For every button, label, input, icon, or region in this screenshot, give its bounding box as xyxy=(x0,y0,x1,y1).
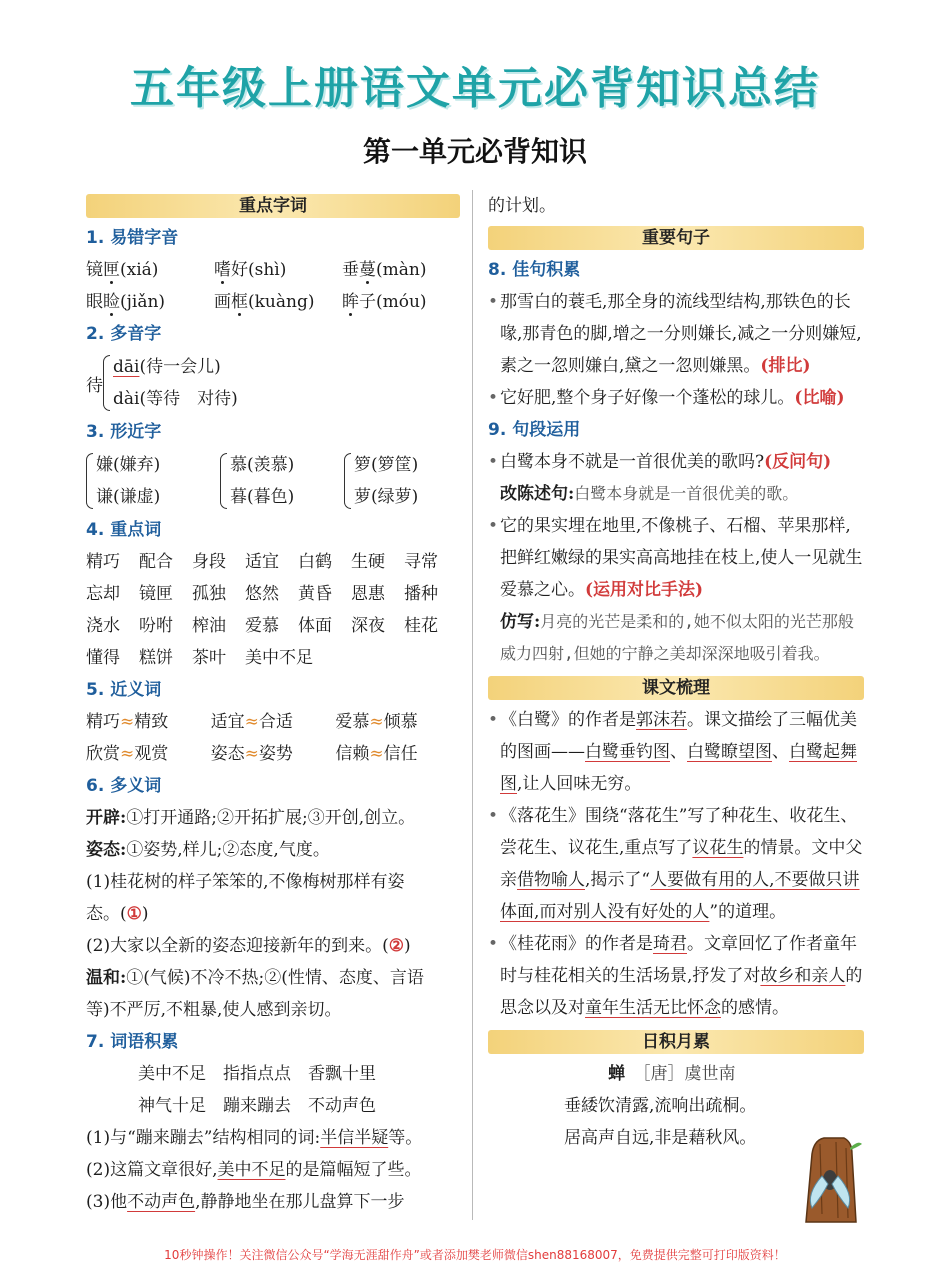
similar-chars-block xyxy=(86,448,460,514)
banner-daily-accumulation: 日积月累 xyxy=(488,1030,864,1054)
polyphone-reading: dài(等待 对待) xyxy=(113,389,238,409)
banner-text-summary: 课文梳理 xyxy=(488,676,864,700)
pron-item: 画框(kuàng) xyxy=(214,286,342,318)
synonym-row: 欣赏≈观赏 姿态≈姿势 信赖≈信任 xyxy=(86,744,418,764)
brace xyxy=(103,355,110,411)
phrase-question: (2)这篇文章很好,美中不足的是篇幅短了些。 xyxy=(86,1160,422,1180)
similar-group: 嫌(嫌弃) 谦(谦虚) xyxy=(86,448,220,514)
polysemy-kaipi: 开辟:①打开通路;②开拓扩展;③开创,创立。 xyxy=(86,808,416,828)
right-column xyxy=(488,190,864,1154)
continuation-text: 的计划。 xyxy=(488,196,556,216)
similar-group: 箩(箩筐) 萝(绿萝) xyxy=(344,448,418,514)
text-summary-item: • 《白鹭》的作者是郭沫若。课文描绘了三幅优美的图画——白鹭垂钓图、白鹭瞭望图、白鹭起舞图,让人回味无穷。 xyxy=(488,704,864,800)
sentence-imitation: 仿写:月亮的光芒是柔和的,她不似太阳的光芒那般威力四射,但她的宁静之美却深深地吸引着我。 xyxy=(500,612,854,663)
left-column xyxy=(86,190,460,1218)
banner-important-sentences: 重要句子 xyxy=(488,226,864,250)
section-heading-phrase-accumulation: 7. 词语积累 xyxy=(86,1032,179,1052)
pronunciation-row xyxy=(86,254,460,286)
key-words-row: 懂得 糕饼 茶叶 美中不足 xyxy=(86,648,313,668)
synonym-row: 精巧≈精致 适宜≈合适 爱慕≈倾慕 xyxy=(86,712,418,732)
polyphone-reading: dāi(待一会儿) xyxy=(113,357,221,377)
section-heading-key-words: 4. 重点词 xyxy=(86,520,162,540)
section-heading-good-sentences: 8. 佳句积累 xyxy=(488,260,581,280)
text-summary-item: • 《落花生》围绕“落花生”写了种花生、收花生、尝花生、议花生,重点写了议花生的情景。文中父亲借物喻人,揭示了“人要做有用的人,不要做只讲体面,而对别人没有好处的人”的道理。 xyxy=(488,800,864,928)
pron-item: 垂蔓(màn) xyxy=(342,254,426,286)
polyphone-block xyxy=(86,350,460,416)
key-words-row: 精巧 配合 身段 适宜 白鹤 生硬 寻常 xyxy=(86,552,438,572)
pron-item: 镜匣(xiá) xyxy=(86,254,214,286)
polyphone-char: 待 xyxy=(86,375,103,396)
pron-item: 眼睑(jiǎn) xyxy=(86,286,214,318)
section-heading-synonyms: 5. 近义词 xyxy=(86,680,162,700)
sentence-item: • 它好肥,整个身子好像一个蓬松的球儿。(比喻) xyxy=(488,382,864,414)
polysemy-example: (1)桂花树的样子笨笨的,不像梅树那样有姿 xyxy=(86,872,405,892)
footer-promo: 10秒钟操作！关注微信公众号“学海无涯甜作舟”或者添加樊老师微信shen88168007，免费提供完整可打印版资料！ xyxy=(164,1248,786,1262)
polysemy-wenhe: 等)不严厉,不粗暴,使人感到亲切。 xyxy=(86,1000,342,1020)
sentence-rewrite: 改陈述句:白鹭本身就是一首很优美的歌。 xyxy=(500,484,799,504)
phrase-question: (3)他不动声色,静静地坐在那儿盘算下一步 xyxy=(86,1192,405,1212)
tree-cicada-illustration xyxy=(800,1134,864,1224)
main-title: 五年级上册语文单元必背知识总结 xyxy=(130,63,820,114)
sentence-item: • 那雪白的蓑毛,那全身的流线型结构,那铁色的长喙,那青色的脚,增之一分则嫌长,减之一分则嫌短,素之一忽则嫌白,黛之一忽则嫌黑。(排比) xyxy=(488,286,864,382)
text-summary-item: • 《桂花雨》的作者是琦君。文章回忆了作者童年时与桂花相关的生活场景,抒发了对故乡和亲人的思念以及对童年生活无比怀念的感情。 xyxy=(488,928,864,1024)
pronunciation-row xyxy=(86,286,460,318)
poem-line: 垂緌饮清露,流响出疏桐。 xyxy=(564,1096,757,1116)
section-heading-sentence-use: 9. 句段运用 xyxy=(488,420,581,440)
poem-line: 居高声自远,非是藉秋风。 xyxy=(564,1128,757,1148)
pron-item: 眸子(móu) xyxy=(342,286,427,318)
polysemy-zitai: 姿态:①姿势,样儿;②态度,气度。 xyxy=(86,840,330,860)
pron-item: 嗜好(shì) xyxy=(214,254,342,286)
key-words-row: 忘却 镜匣 孤独 悠然 黄昏 恩惠 播种 xyxy=(86,584,438,604)
section-heading-pronunciation: 1. 易错字音 xyxy=(86,228,179,248)
sentence-item: • 它的果实埋在地里,不像桃子、石榴、苹果那样,把鲜红嫩绿的果实高高地挂在枝上,使人一见就生爱慕之心。(运用对比手法) xyxy=(488,510,864,606)
similar-group: 慕(羡慕) 暮(暮色) xyxy=(220,448,344,514)
section-heading-similar-chars: 3. 形近字 xyxy=(86,422,162,442)
poem-title-line: 蝉 ［唐］虞世南 xyxy=(608,1064,736,1084)
polysemy-example: (2)大家以全新的姿态迎接新年的到来。(②) xyxy=(86,936,411,956)
section-heading-polysemy: 6. 多义词 xyxy=(86,776,162,796)
unit-title: 第一单元必背知识 xyxy=(362,135,587,168)
phrase-question: (1)与“蹦来蹦去”结构相同的词:半信半疑等。 xyxy=(86,1128,423,1148)
key-words-row: 浇水 吩咐 榨油 爱慕 体面 深夜 桂花 xyxy=(86,616,438,636)
column-divider xyxy=(472,190,473,1220)
phrase-row: 神气十足 蹦来蹦去 不动声色 xyxy=(138,1096,376,1116)
polysemy-example: 态。(①) xyxy=(86,904,149,924)
sentence-item: • 白鹭本身不就是一首很优美的歌吗?(反问句) xyxy=(488,446,864,478)
phrase-row: 美中不足 指指点点 香飘十里 xyxy=(138,1064,376,1084)
section-heading-polyphone: 2. 多音字 xyxy=(86,324,162,344)
banner-key-words: 重点字词 xyxy=(86,194,460,218)
polysemy-wenhe: 温和:①(气候)不冷不热;②(性情、态度、言语 xyxy=(86,968,424,988)
